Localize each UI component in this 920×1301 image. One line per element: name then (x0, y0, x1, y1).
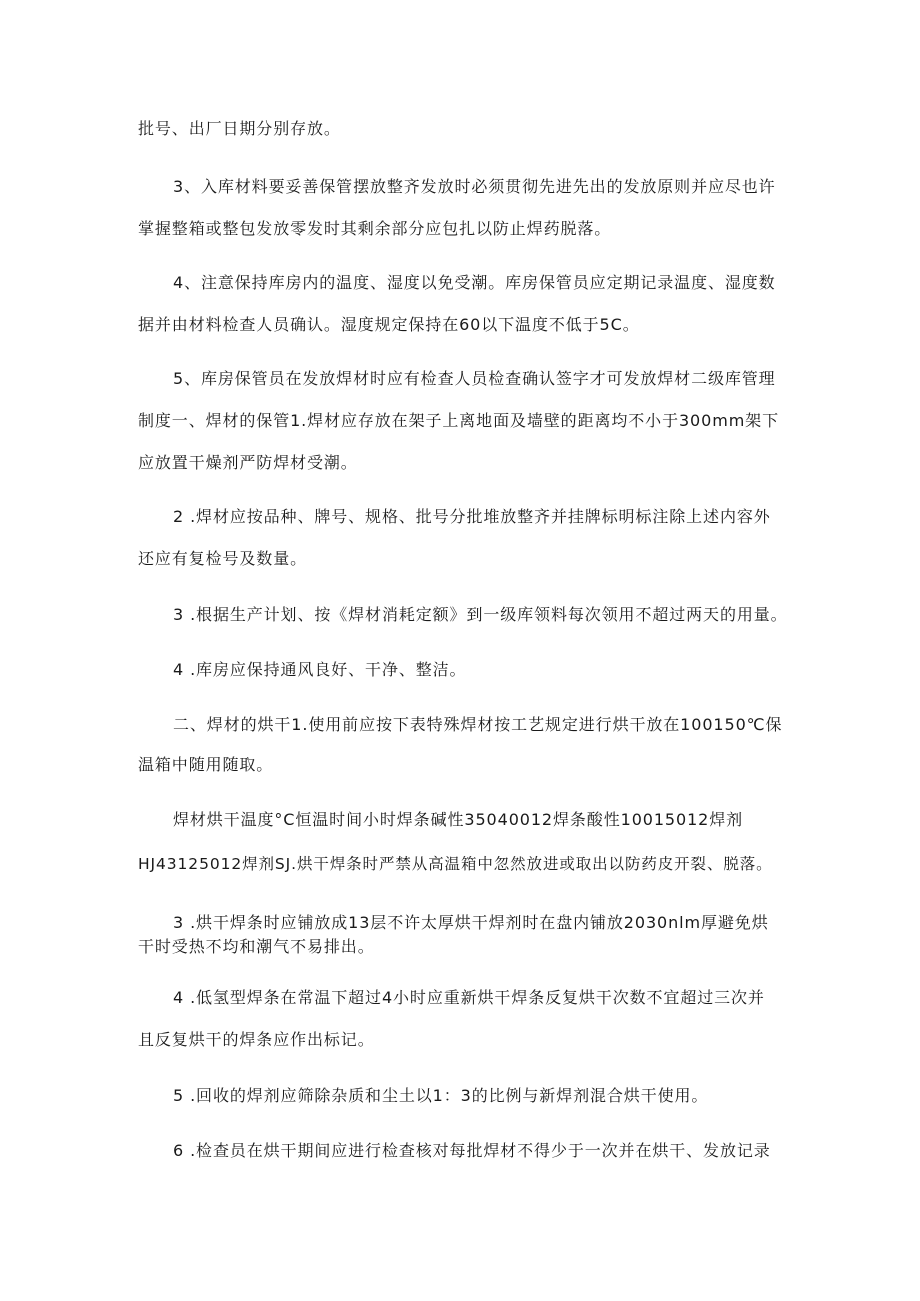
paragraph-12-line-1: 5 .回收的焊剂应筛除杂质和尘土以1：3的比例与新焊剂混合烘干使用。 (173, 1086, 709, 1105)
paragraph-8-line-1: 二、焊材的烘干1.使用前应按下表特殊焊材按工艺规定进行烘干放在100150℃保 (173, 715, 783, 734)
paragraph-8-line-2: 温箱中随用随取。 (138, 755, 274, 774)
paragraph-11-line-2: 且反复烘干的焊条应作出标记。 (138, 1030, 375, 1049)
paragraph-4-line-3: 应放置干燥剂严防焊材受潮。 (138, 453, 358, 472)
paragraph-11-line-1: 4 .低氢型焊条在常温下超过4小时应重新烘干焊条反复烘干次数不宜超过三次并 (173, 988, 765, 1007)
paragraph-7-line-1: 4 .库房应保持通风良好、干净、整洁。 (173, 660, 467, 679)
paragraph-9-line-1: 焊材烘干温度°C恒温时间小时焊条碱性35040012焊条酸性10015012焊剂 (173, 810, 744, 829)
paragraph-3-line-2: 据并由材料检查人员确认。湿度规定保持在60以下温度不低于5C。 (138, 315, 640, 334)
paragraph-3-line-1: 4、注意保持库房内的温度、湿度以免受潮。库房保管员应定期记录温度、湿度数 (173, 273, 776, 292)
paragraph-10-line-1: 3 .烘干焊条时应铺放成13层不许太厚烘干焊剂时在盘内铺放2030nlm厚避免烘 (173, 913, 769, 932)
paragraph-4-line-2: 制度一、焊材的保管1.焊材应存放在架子上离地面及墙壁的距离均不小于300mm架下 (138, 411, 779, 430)
paragraph-13-line-1: 6 .检查员在烘干期间应进行检查核对每批焊材不得少于一次并在烘干、发放记录 (173, 1141, 771, 1160)
paragraph-9-line-2: HJ43125012焊剂SJ.烘干焊条时严禁从高温箱中忽然放进或取出以防药皮开裂、脱落。 (138, 855, 773, 873)
paragraph-2-line-2: 掌握整箱或整包发放零发时其剩余部分应包扎以防止焊药脱落。 (138, 219, 612, 238)
paragraph-6-line-1: 3 .根据生产计划、按《焊材消耗定额》到一级库领料每次领用不超过两天的用量。 (173, 605, 788, 624)
paragraph-2-line-1: 3、入库材料要妥善保管摆放整齐发放时必须贯彻先进先出的发放原则并应尽也许 (173, 177, 776, 196)
paragraph-1-line-1: 批号、出厂日期分别存放。 (138, 119, 341, 138)
paragraph-5-line-1: 2 .焊材应按品种、牌号、规格、批号分批堆放整齐并挂牌标明标注除上述内容外 (173, 507, 771, 526)
paragraph-10-line-2: 干时受热不均和潮气不易排出。 (138, 937, 375, 956)
paragraph-4-line-1: 5、库房保管员在发放焊材时应有检查人员检查确认签字才可发放焊材二级库管理 (173, 369, 776, 388)
paragraph-5-line-2: 还应有复检号及数量。 (138, 549, 308, 568)
